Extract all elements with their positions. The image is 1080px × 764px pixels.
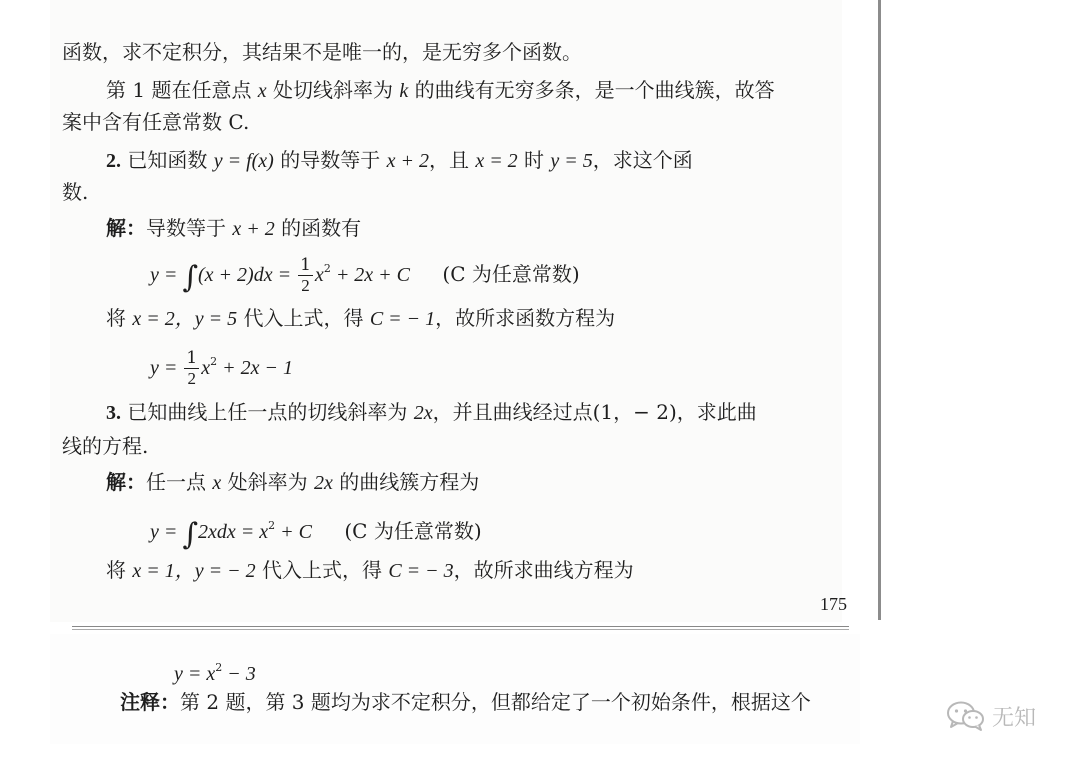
paragraph-text: 的函数有 xyxy=(274,216,362,240)
paragraph-text: 已知曲线上任一点的切线斜率为 xyxy=(127,400,414,424)
page-divider xyxy=(72,626,849,630)
exponent: 2 xyxy=(268,519,276,532)
fraction-denominator: 2 xyxy=(301,276,310,295)
math-expr: 2x xyxy=(413,402,433,424)
math-expr: x = 2，y = 5 xyxy=(132,308,238,330)
paragraph-text: ，并且曲线经过点(1，− 2)，求此曲 xyxy=(432,400,757,424)
paragraph-text: 案中含有任意常数 C. xyxy=(62,110,250,134)
paragraph-text: 的导数等于 xyxy=(273,148,387,172)
paragraph-text: 的曲线簇方程为 xyxy=(332,470,480,494)
math-expr: x = 1，y = − 2 xyxy=(132,560,256,582)
math-var: x xyxy=(257,80,267,102)
question-number: 2. xyxy=(106,150,121,172)
paragraph-text: 代入上式，得 xyxy=(255,558,389,582)
paragraph-text: 函数，求不定积分，其结果不是唯一的，是无穷多个函数。 xyxy=(62,40,582,64)
math-expr: 2x xyxy=(313,472,333,494)
fraction xyxy=(184,350,199,387)
equation-3 xyxy=(150,512,482,552)
paragraph-text: 将 xyxy=(106,306,133,330)
fraction-numerator: 1 xyxy=(186,348,198,368)
page-edge xyxy=(878,0,881,620)
math-expr: y = xyxy=(150,264,183,286)
paragraph-text: 线的方程. xyxy=(62,434,149,458)
paragraph-text: 处斜率为 xyxy=(221,470,314,494)
math-expr: (x + 2)dx = xyxy=(198,264,297,286)
paragraph-text: 将 xyxy=(106,558,133,582)
math-var: k xyxy=(399,80,409,102)
text-line xyxy=(62,38,582,66)
exponent: 2 xyxy=(215,661,223,674)
math-var: x xyxy=(259,521,269,543)
paragraph-text: 数. xyxy=(62,180,89,204)
text-line xyxy=(62,432,148,460)
text-line xyxy=(106,76,775,105)
substitution-1 xyxy=(106,304,615,333)
math-expr: x + 2 xyxy=(386,150,429,172)
solution-label: 解： xyxy=(106,216,146,240)
paragraph-text: 代入上式，得 xyxy=(237,306,370,330)
fraction-numerator: 1 xyxy=(300,255,311,275)
math-expr: − 3 xyxy=(222,663,256,685)
watermark xyxy=(946,700,1036,732)
math-var: x xyxy=(314,264,324,286)
math-expr: + 2x − 1 xyxy=(217,357,293,379)
math-expr: y = xyxy=(150,357,183,379)
paragraph-text: ，求这个函 xyxy=(592,148,693,172)
note-line xyxy=(120,688,811,716)
exponent: 2 xyxy=(323,262,331,275)
equation-2 xyxy=(150,348,293,387)
solution-2-intro xyxy=(106,214,361,243)
math-expr: x + 2 xyxy=(232,218,275,240)
text-line xyxy=(62,108,249,136)
math-expr: 2xdx = xyxy=(198,521,260,543)
fraction-denominator: 2 xyxy=(187,369,197,388)
math-expr: y = xyxy=(174,663,207,685)
math-expr: + 2x + C xyxy=(330,264,411,286)
integral-sign: ∫ xyxy=(182,260,199,295)
question-number: 3. xyxy=(106,402,121,424)
equation-note: (C 为任意常数) xyxy=(442,262,580,286)
paragraph-text: 任一点 xyxy=(146,470,213,494)
math-var: x xyxy=(212,472,222,494)
substitution-2 xyxy=(106,556,634,585)
exponent: 2 xyxy=(210,355,218,368)
math-var: x xyxy=(201,357,211,379)
math-expr: y = xyxy=(150,521,183,543)
math-expr: + C xyxy=(275,521,312,543)
paragraph-text: 的曲线有无穷多条，是一个曲线簇，故答 xyxy=(408,78,775,102)
watermark-text: 无知 xyxy=(992,705,1037,731)
paragraph-text: ，故所求曲线方程为 xyxy=(453,558,634,582)
paragraph-text: ，且 xyxy=(428,148,476,172)
paragraph-text: 已知函数 xyxy=(127,148,214,172)
paragraph-text: 处切线斜率为 xyxy=(266,78,400,102)
page-number: 175 xyxy=(820,594,847,614)
math-expr: y = 5 xyxy=(550,150,593,172)
wechat-icon xyxy=(946,700,986,732)
math-expr: C = − 3 xyxy=(388,560,454,582)
note-label: 注释： xyxy=(120,690,180,714)
textbook-page-bottom xyxy=(50,634,860,744)
math-expr: x = 2 xyxy=(475,150,518,172)
equation-1 xyxy=(150,255,580,294)
paragraph-text: 导数等于 xyxy=(146,216,233,240)
paragraph-text: ，故所求函数方程为 xyxy=(435,306,616,330)
question-3 xyxy=(106,398,757,427)
math-expr: C = − 1 xyxy=(369,308,436,330)
solution-3-intro xyxy=(106,468,479,497)
math-expr: y = f(x) xyxy=(213,150,274,172)
question-2 xyxy=(106,146,693,175)
integral-sign: ∫ xyxy=(182,517,199,552)
math-var: x xyxy=(206,663,216,685)
note-text: 第 2 题，第 3 题均为求不定积分，但都给定了一个初始条件，根据这个 xyxy=(180,690,811,714)
equation-4 xyxy=(174,654,256,688)
text-line xyxy=(62,178,88,206)
paragraph-text: 时 xyxy=(517,148,551,172)
solution-label: 解： xyxy=(106,470,146,494)
equation-note: (C 为任意常数) xyxy=(344,519,482,543)
textbook-page-top xyxy=(50,0,847,622)
fraction xyxy=(298,257,313,294)
paragraph-text: 第 1 题在任意点 xyxy=(106,78,258,102)
